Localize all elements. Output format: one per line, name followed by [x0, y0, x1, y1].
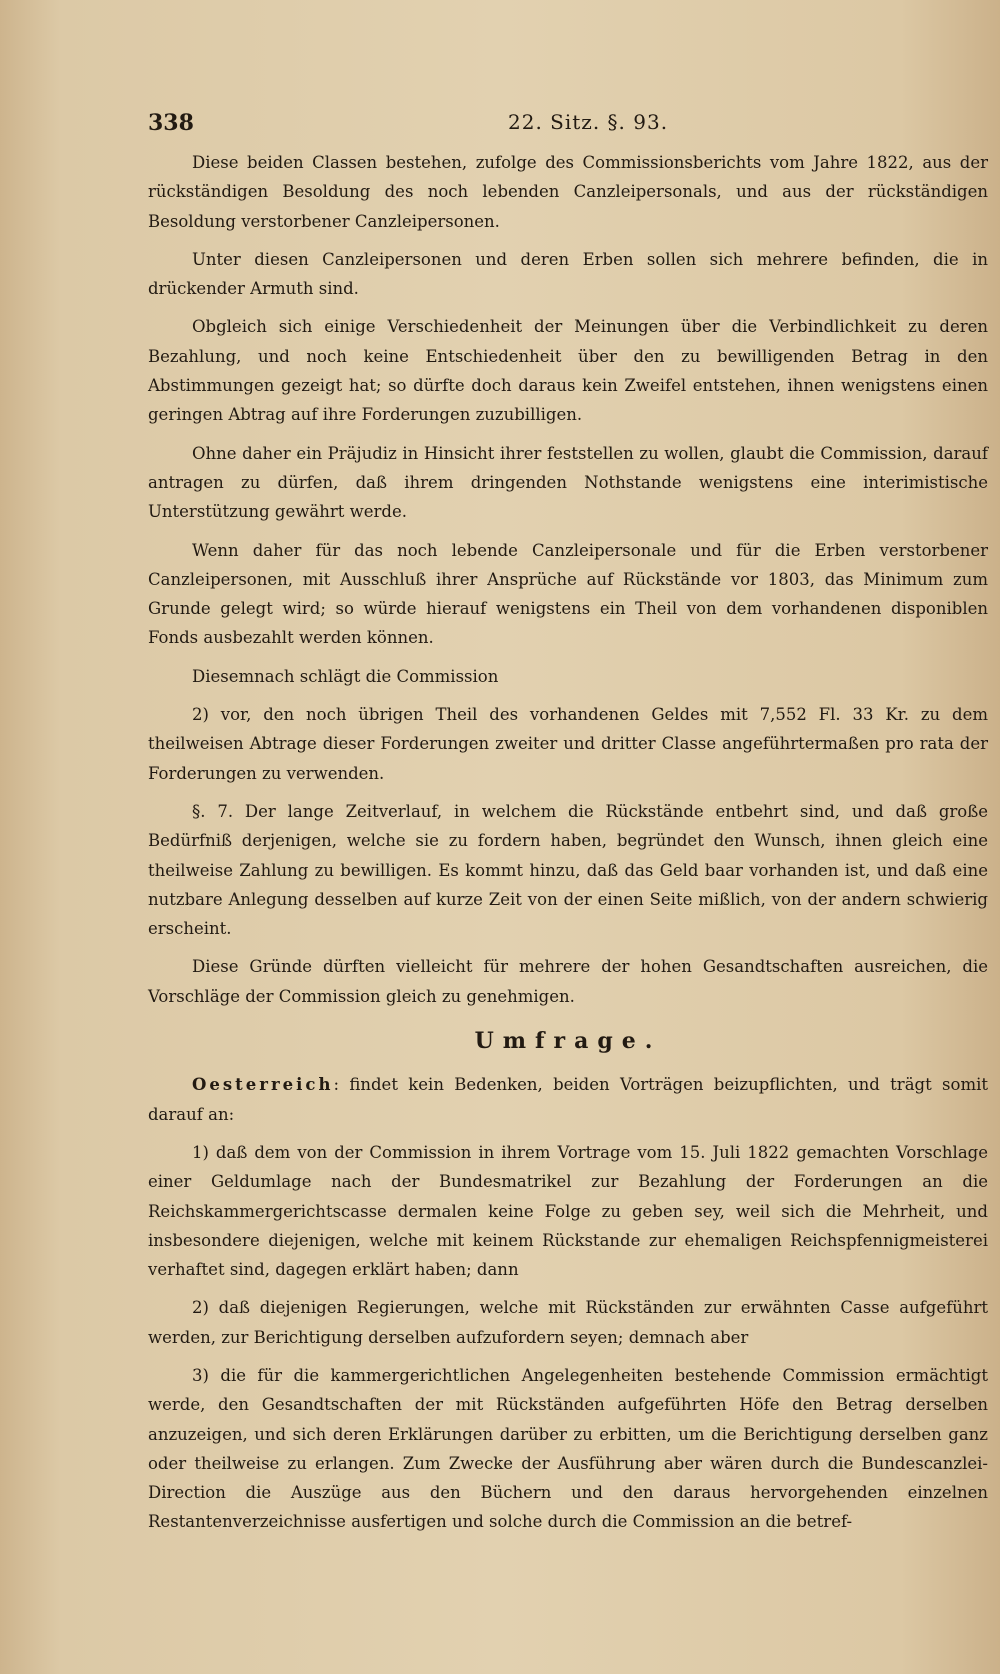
- paragraph: Obgleich sich einige Verschiedenheit der Meinungen über die Verbindlichkeit zu deren Bezahlung, und noch keine Entschiedenheit über den zu bewilligenden Betrag in den Abstimmungen gezeigt hat; so dürfte doch daraus kein Zweifel entstehen, ihnen wenigstens einen geringen Abtrag auf ihre Forderungen zuzubilligen.: [148, 317, 988, 425]
- vote-text: : findet kein Bedenken, beiden Vorträgen beizupflichten, und trägt somit darauf an:: [148, 1075, 988, 1124]
- paragraph: Unter diesen Canzleipersonen und deren Erben sollen sich mehrere befinden, die in drückender Armuth sind.: [148, 249, 988, 299]
- list-item: 2) daß diejenigen Regierungen, welche mit Rückständen zur erwähnten Casse aufgeführt werden, zur Berichtigung derselben aufzufordern seyen; demnach aber: [148, 1298, 988, 1347]
- paragraph: 2) vor, den noch übrigen Theil des vorhandenen Geldes mit 7,552 Fl. 33 Kr. zu dem theilweisen Abtrage dieser Forderungen zweiter und dritter Classe angeführtermaßen pro rata der Forderungen zu verwenden.: [148, 705, 988, 783]
- paragraph: Diesemnach schlägt die Commission: [192, 666, 499, 686]
- list-item: 1) daß dem von der Commission in ihrem Vortrage vom 15. Juli 1822 gemachten Vorschlage einer Geldumlage nach der Bundesmatrikel zur Bezahlung der Forderungen an die Reichskammergerichtscasse dermalen keine Folge zu geben sey, weil sich die Mehrheit, und insbesondere diejenigen, welche mit keinem Rückstande zur ehemaligen Reichspfennigmeisterei verhaftet sind, dagegen erklärt haben; dann: [148, 1142, 988, 1280]
- page-header: [148, 110, 948, 140]
- paragraph: §. 7. Der lange Zeitverlauf, in welchem die Rückstände entbehrt sind, und daß große Bedürfniß derjenigen, welche sie zu fordern haben, begründet den Wunsch, ihnen gleich eine theilweise Zahlung zu bewilligen. Es kommt hinzu, daß das Geld baar vorhanden ist, und daß eine nutzbare Anlegung desselben auf kurze Zeit von der einen Seite mißlich, von der andern schwierig erscheint.: [148, 801, 988, 939]
- vote-paragraph: [148, 1070, 988, 1129]
- page-number: 338: [148, 110, 194, 136]
- paragraph: Wenn daher für das noch lebende Canzleipersonale und für die Erben verstorbener Canzleipersonen, mit Ausschluß ihrer Ansprüche auf Rückstände vor 1803, das Minimum zum Grunde gelegt wird; so würde hierauf wenigstens ein Theil von dem vorhandenen disponiblen Fonds ausbezahlt werden können.: [148, 540, 988, 648]
- paragraph: Diese beiden Classen bestehen, zufolge des Commissionsberichts vom Jahre 1822, aus der rückständigen Besoldung des noch lebenden Canzleipersonals, und aus der rückständigen Besoldung verstorbener Canzleipersonen.: [148, 153, 988, 231]
- document-body: [148, 148, 988, 1546]
- vote-speaker: Oesterreich: [192, 1075, 334, 1095]
- list-item: 3) die für die kammergerichtlichen Angelegenheiten bestehende Commission ermächtigt werde, den Gesandtschaften der mit Rückständen aufgeführten Höfe den Betrag derselben anzuzeigen, und sich deren Erklärungen darüber zu erbitten, um die Berichtigung derselben ganz oder theilweise zu erlangen. Zum Zwecke der Ausführung aber wären durch die Bundescanzlei-Direction die Auszüge aus den Büchern und den daraus hervorgehenden einzelnen Restantenverzeichnisse ausfertigen und solche durch die Commission an die betref-: [148, 1365, 988, 1532]
- running-head: 22. Sitz. §. 93.: [508, 110, 669, 134]
- section-title: Umfrage.: [474, 1028, 662, 1055]
- paragraph: Diese Gründe dürften vielleicht für mehrere der hohen Gesandtschaften ausreichen, die Vorschläge der Commission gleich zu genehmigen.: [148, 957, 988, 1006]
- paragraph: Ohne daher ein Präjudiz in Hinsicht ihrer feststellen zu wollen, glaubt die Commission, darauf antragen zu dürfen, daß ihrem dringenden Nothstande wenigstens eine interimistische Unterstützung gewährt werde.: [148, 443, 988, 522]
